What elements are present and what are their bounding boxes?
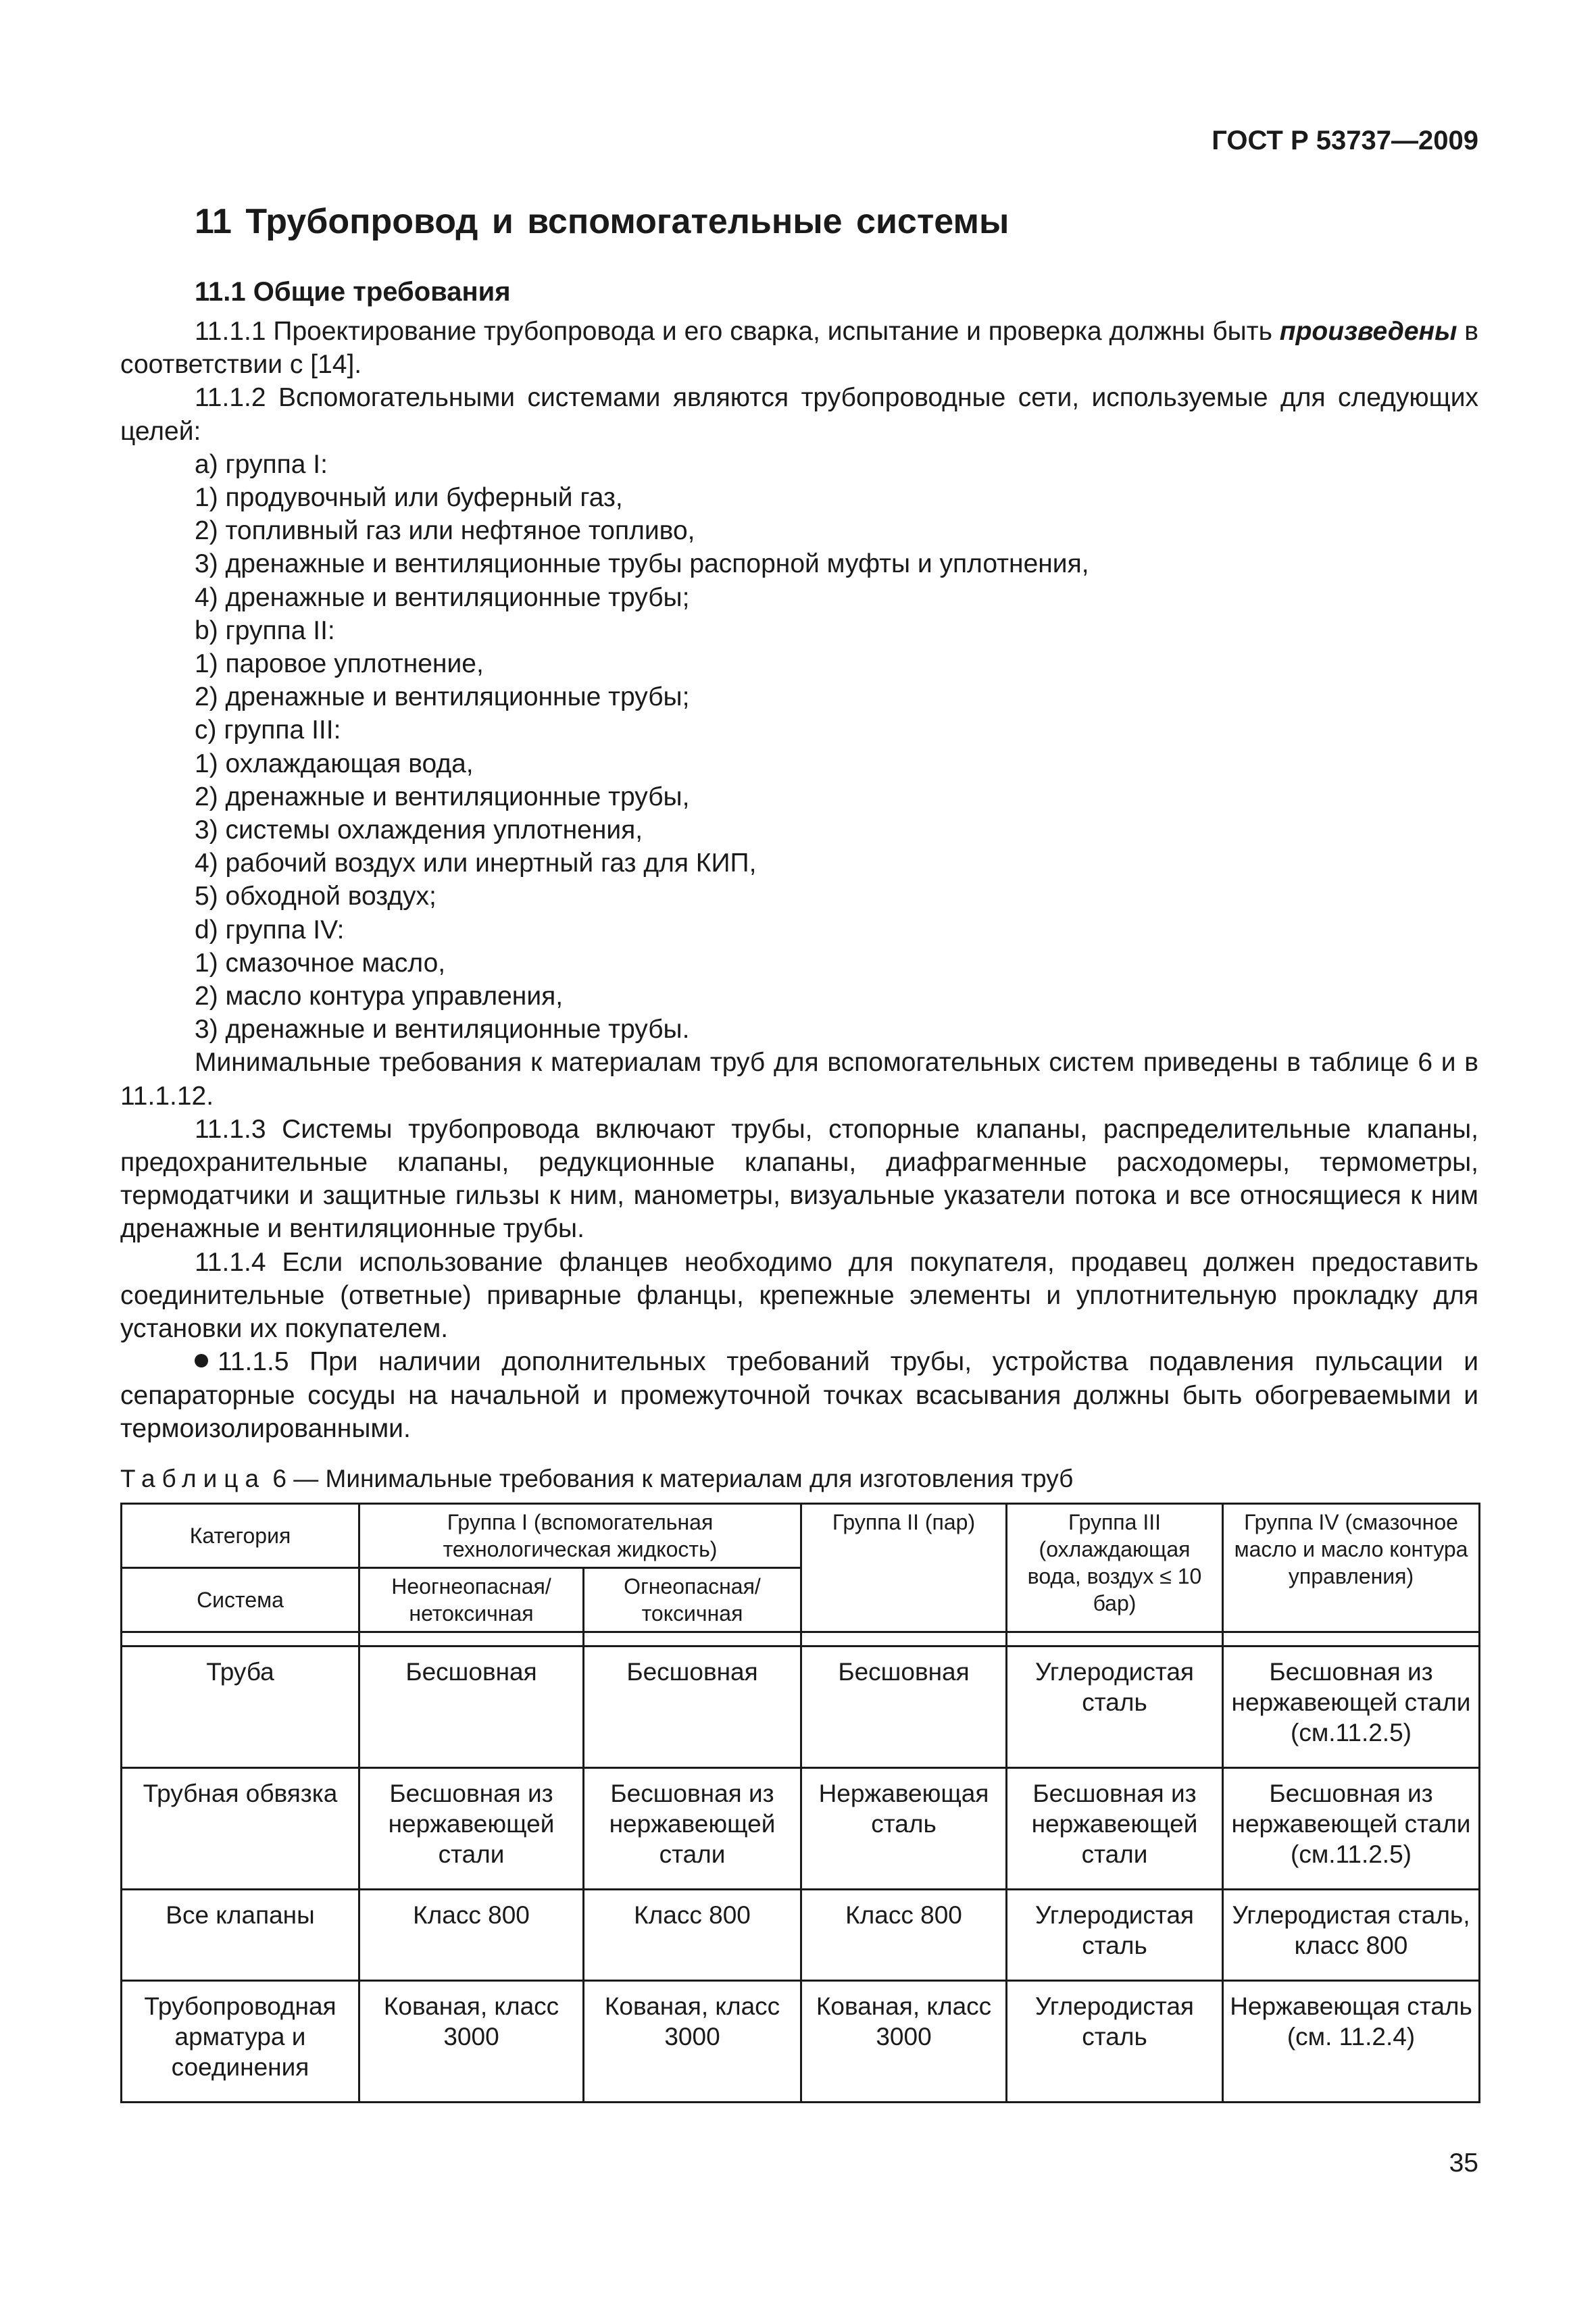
separator-cell: [1007, 1632, 1223, 1646]
header-system: Система: [122, 1568, 359, 1632]
document-body: [120, 315, 1478, 1445]
table-cell: Все клапаны: [122, 1890, 359, 1981]
list-item: 2) топливный газ или нефтяное топливо,: [195, 516, 695, 546]
paragraph-11-1-1: [120, 315, 1478, 381]
table-header-row: [122, 1504, 1480, 1568]
paragraph-table-reference: Минимальные требования к материалам труб для вспомогательных систем приведены в таблице 6 и в 11.1.12.: [120, 1048, 1478, 1111]
table-cell: Труба: [122, 1646, 359, 1768]
header-group-1-flammable: Огнеопасная/ токсичная: [584, 1568, 801, 1632]
header-group-4: Группа IV (смазочное масло и масло контура управления): [1223, 1504, 1480, 1632]
table-row: [122, 1890, 1480, 1981]
p1-text-b: в соответствии с [14].: [120, 317, 1478, 380]
table-cell: Бесшовная: [801, 1646, 1007, 1768]
table-cell: Бесшовная из нержавеющей стали (см.11.2.5): [1223, 1768, 1480, 1890]
table-cell: Углеродистая сталь: [1007, 1890, 1223, 1981]
page-number: 35: [1449, 2148, 1478, 2178]
standard-number: ГОСТ Р 53737—2009: [1212, 126, 1478, 155]
table-cell: Углеродистая сталь: [1007, 1981, 1223, 2103]
separator-cell: [801, 1632, 1007, 1646]
list-item: c) группа III:: [195, 715, 341, 745]
header-group-1: Группа I (вспомогательная технологическая жидкость): [359, 1504, 801, 1568]
separator-cell: [122, 1632, 359, 1646]
table-cell: Углеродистая сталь, класс 800: [1223, 1890, 1480, 1981]
list-item: 2) дренажные и вентиляционные трубы,: [195, 782, 690, 811]
separator-cell: [359, 1632, 584, 1646]
table-cell: Класс 800: [801, 1890, 1007, 1981]
table-caption: [120, 1465, 1073, 1493]
list-item: 4) дренажные и вентиляционные трубы;: [195, 582, 690, 612]
list-item: b) группа II:: [195, 615, 335, 645]
list-item: 5) обходной воздух;: [195, 882, 437, 911]
table-cell: Трубопроводная арматура и соединения: [122, 1981, 359, 2103]
subsection-title: 11.1 Общие требования: [195, 277, 511, 307]
paragraph-11-1-2: 11.1.2 Вспомогательными системами являются трубопроводные сети, используемые для следующих целей:: [120, 383, 1478, 446]
list-item: 3) дренажные и вентиляционные трубы распорной муфты и уплотнения,: [195, 549, 1089, 579]
table-cell: Трубная обвязка: [122, 1768, 359, 1890]
header-separator: [122, 1632, 1480, 1646]
header-category: Категория: [122, 1504, 359, 1568]
list-item: 1) продувочный или буферный газ,: [195, 483, 623, 513]
table-cell: Углеродистая сталь: [1007, 1646, 1223, 1768]
table-cell: Кованая, класс 3000: [359, 1981, 584, 2103]
table-cell: Класс 800: [584, 1890, 801, 1981]
table-caption-text: 6 — Минимальные требования к материалам для изготовления труб: [266, 1465, 1074, 1492]
table-cell: Бесшовная из нержавеющей стали: [359, 1768, 584, 1890]
section-title: 11 Трубопровод и вспомогательные системы: [195, 202, 1009, 241]
table-row: [122, 1768, 1480, 1890]
list-item: d) группа IV:: [195, 915, 345, 945]
bullet-icon: [195, 1354, 208, 1367]
table-caption-label: Таблица: [120, 1465, 266, 1492]
list-item: 1) смазочное масло,: [195, 948, 446, 978]
table-cell: Бесшовная из нержавеющей стали: [584, 1768, 801, 1890]
header-group-3: Группа III (охлаждающая вода, воздух ≤ 10 бар): [1007, 1504, 1223, 1632]
table-cell: Кованая, класс 3000: [801, 1981, 1007, 2103]
list-item: a) группа I:: [195, 449, 328, 479]
list-item: 2) масло контура управления,: [195, 982, 564, 1011]
table-cell: Класс 800: [359, 1890, 584, 1981]
table-cell: Бесшовная: [359, 1646, 584, 1768]
separator-cell: [1223, 1632, 1480, 1646]
paragraph-11-1-5: [120, 1345, 1478, 1445]
header-group-2: Группа II (пар): [801, 1504, 1007, 1632]
header-group-1-nonflammable: Неогнеопасная/ нетоксичная: [359, 1568, 584, 1632]
table-cell: Нержавеющая сталь: [801, 1768, 1007, 1890]
table-cell: Бесшовная из нержавеющей стали: [1007, 1768, 1223, 1890]
table-cell: Кованая, класс 3000: [584, 1981, 801, 2103]
paragraph-11-1-3: 11.1.3 Системы трубопровода включают трубы, стопорные клапаны, распределительные клапаны, предохранительные клапаны, редукционные клапаны, диафрагменные расходомеры, термометры, термодатчики и защитные гильзы к ним, манометры, визуальные указатели потока и все относящиеся к ним дренажные и вентиляционные трубы.: [120, 1114, 1478, 1244]
list-item: 3) дренажные и вентиляционные трубы.: [195, 1015, 690, 1045]
group-list: [120, 448, 1478, 1047]
table-cell: Бесшовная из нержавеющей стали (см.11.2.5): [1223, 1646, 1480, 1768]
emphasis-text: произведены: [1279, 317, 1457, 346]
table-row: [122, 1981, 1480, 2103]
table-cell: Нержавеющая сталь (см. 11.2.4): [1223, 1981, 1480, 2103]
list-item: 3) системы охлаждения уплотнения,: [195, 815, 643, 845]
list-item: 4) рабочий воздух или инертный газ для КИП,: [195, 849, 757, 878]
p6-text: 11.1.5 При наличии дополнительных требований трубы, устройства подавления пульсации и сепараторные сосуды на начальной и промежуточной точках всасывания должны быть обогреваемыми и термоизолированными.: [120, 1347, 1478, 1443]
list-item: 2) дренажные и вентиляционные трубы;: [195, 682, 690, 712]
table-row: [122, 1646, 1480, 1768]
separator-cell: [584, 1632, 801, 1646]
list-item: 1) охлаждающая вода,: [195, 749, 474, 778]
table-cell: Бесшовная: [584, 1646, 801, 1768]
materials-table: [120, 1503, 1480, 2103]
list-item: 1) паровое уплотнение,: [195, 649, 484, 679]
p1-text-a: 11.1.1 Проектирование трубопровода и его сварка, испытание и проверка должны быть: [195, 317, 1280, 346]
paragraph-11-1-4: 11.1.4 Если использование фланцев необходимо для покупателя, продавец должен предоставить соединительные (ответные) приварные фланцы, крепежные элементы и уплотнительную прокладку для установки их покупателем.: [120, 1247, 1478, 1344]
